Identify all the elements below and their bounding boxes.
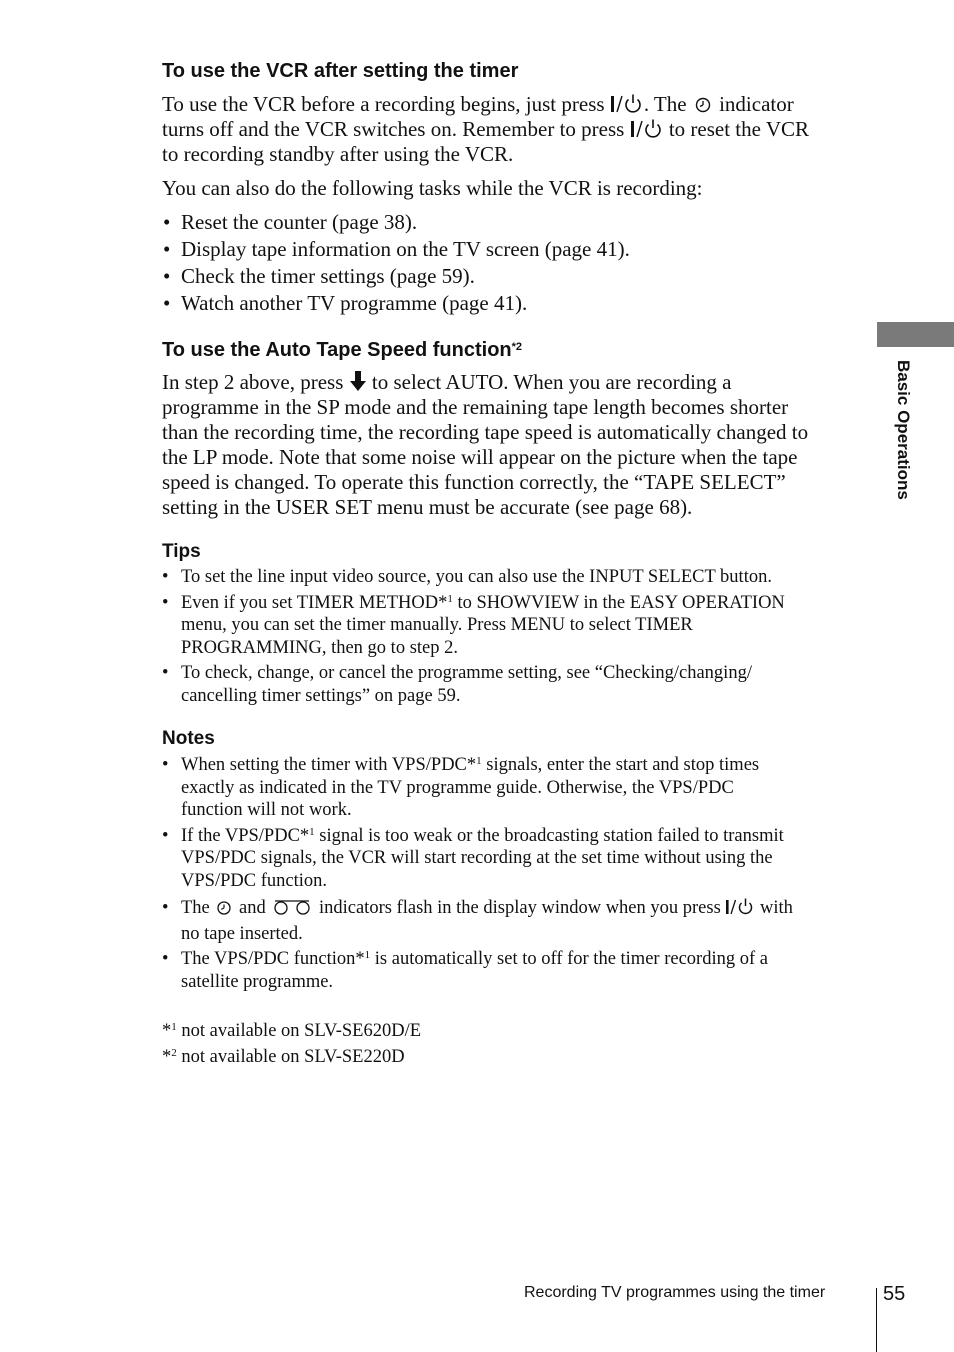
heading-auto-tape-speed: To use the Auto Tape Speed function$^{*2}$	[162, 339, 523, 361]
section-side-label: Basic Operations	[894, 360, 913, 500]
paragraph-recording-tasks: You can also do the following tasks while the VCR is recording:	[162, 176, 703, 200]
list-item: • Watch another TV programme (page 41).	[162, 291, 862, 318]
footnote: *$^2$ not available on SLV-SE220D	[162, 1047, 405, 1067]
footnote: *$^1$ not available on SLV-SE620D/E	[162, 1021, 422, 1041]
list-item: • Display tape information on the TV screen (page 41).	[162, 237, 862, 264]
list-item: • Check the timer settings (page 59).	[162, 264, 862, 291]
list-item: • The and indicators flash in the display window when you press with no tape inserted.	[162, 897, 862, 945]
power-button-icon	[630, 119, 664, 145]
task-list	[162, 210, 862, 318]
section-tab-marker	[877, 322, 954, 347]
tape-icon	[270, 898, 314, 923]
list-item: • To check, change, or cancel the programme setting, see “Checking/changing/ cancelling timer settings” on page 59.	[162, 662, 862, 707]
list-item: • To set the line input video source, you can also use the INPUT SELECT button.	[162, 566, 862, 589]
list-item: • When setting the timer with VPS/PDC*$^1$ signals, enter the start and stop times exactly as indicated in the TV programme guide. Otherwise, the VPS/PDC function will not work.	[162, 754, 862, 822]
list-item: • If the VPS/PDC*$^1$ signal is too weak or the broadcasting station failed to transmit VPS/PDC signals, the VCR will start recording at the set time without using the VPS/PDC function.	[162, 825, 862, 893]
tips-heading: Tips	[162, 541, 201, 562]
paragraph-vcr-usage: To use the VCR before a recording begins, just press . The indicator turns off and the VCR switches on. Remember to press to reset the VCR to recording standby after using the VCR.	[162, 92, 810, 166]
footer-title: Recording TV programmes using the timer	[524, 1284, 826, 1301]
paragraph-auto-tape-speed: In step 2 above, press to select AUTO. When you are recording a programme in the SP mode and the remaining tape length becomes shorter than the recording time, the recording tape speed is automatically changed to the LP mode. Note that some noise will appear on the picture when the tape speed is changed. To operate this function correctly, the “TAPE SELECT” setting in the USER SET menu must be accurate (see page 68).	[162, 370, 809, 519]
footer-divider	[876, 1288, 877, 1352]
down-arrow-icon	[349, 370, 367, 398]
list-item: • The VPS/PDC function*$^1$ is automatically set to off for the timer recording of a satellite programme.	[162, 948, 862, 993]
list-item: • Reset the counter (page 38).	[162, 210, 862, 237]
tips-list	[162, 566, 862, 710]
list-item: • Even if you set TIMER METHOD*$^1$ to SHOWVIEW in the EASY OPERATION menu, you can set the timer manually. Press MENU to select TIMER PROGRAMMING, then go to step 2.	[162, 592, 862, 660]
notes-heading: Notes	[162, 728, 215, 749]
notes-list	[162, 754, 862, 996]
heading-vcr-after-timer: To use the VCR after setting the timer	[162, 60, 519, 82]
page-number: 55	[883, 1283, 906, 1305]
timer-clock-icon	[214, 898, 234, 923]
power-button-icon	[725, 898, 755, 923]
